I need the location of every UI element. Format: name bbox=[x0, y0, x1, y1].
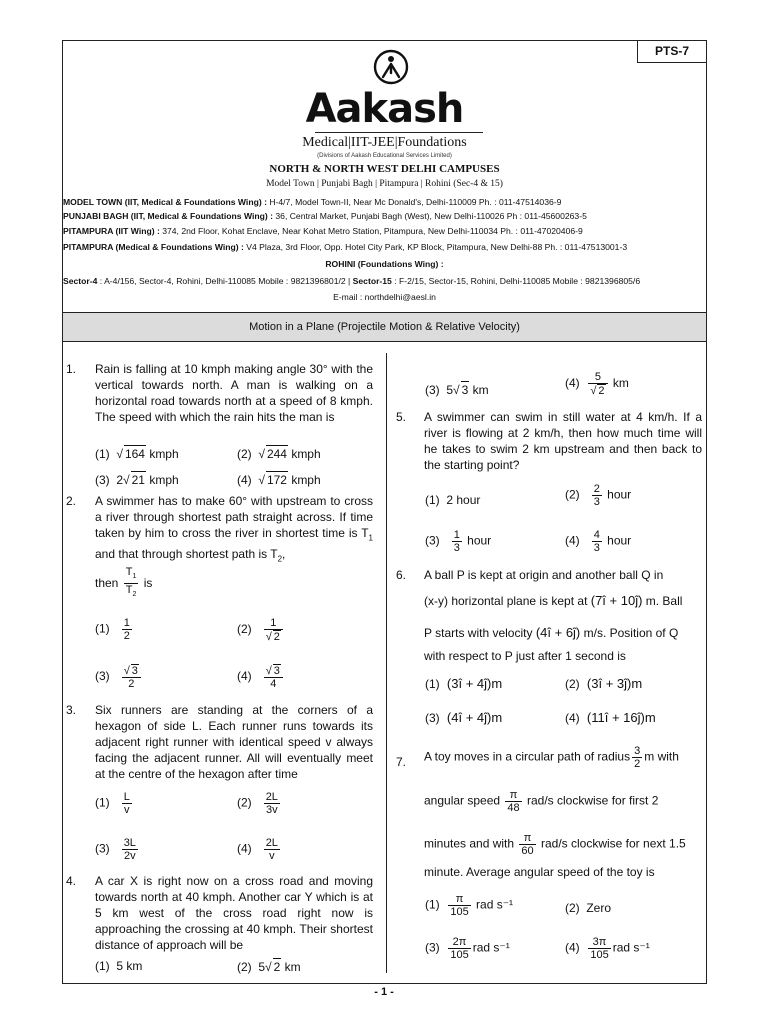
question-text: A swimmer has to make 60° with upstream to cross a river through shortest path straight across. If time taken by him to cross the river in shortest time is $T_1$ and that through shortest path is $T_2$, bbox=[95, 494, 373, 564]
question-number: 2. bbox=[66, 494, 77, 508]
brand-rule bbox=[315, 132, 483, 133]
q6-option-4[interactable]: (4) (11î + 16ĵ)m bbox=[565, 710, 656, 725]
q3-option-4[interactable]: (4) $\frac{2L}{v}$ bbox=[237, 837, 278, 862]
contact-email: E-mail : northdelhi@aesl.in bbox=[333, 292, 436, 302]
q2-option-4[interactable]: (4) $\frac{√ 3}{4}$ bbox=[237, 664, 285, 690]
paper-code-badge: PTS-7 bbox=[637, 41, 706, 63]
page-number: - 1 - bbox=[374, 986, 394, 998]
question-text-line2: angular speed $\frac{\pi}{48}$ rad/s clockwise for first 2 bbox=[424, 789, 659, 814]
address-rohini-sectors: Sector-4 : A-4/156, Sector-4, Rohini, Delhi-110085 Mobile : 9821396801/2 | Sector-15 : F-2/15, Sector-15, Rohini, Delhi-110085 Mobile : 9821396805/6 bbox=[63, 276, 641, 286]
q2-option-1[interactable]: (1) $\frac{1}{2}$ bbox=[95, 617, 130, 642]
question-text-line2: (x-y) horizontal plane is kept at (7î + 10ĵ) m. Ball bbox=[424, 593, 683, 608]
q1-option-4[interactable]: (4) √ 172 kmph bbox=[237, 473, 321, 487]
q7-option-3[interactable]: (3) $\frac{2\pi}{105}$ rad s⁻¹ bbox=[425, 936, 510, 961]
q1-option-3[interactable]: (3) 2√ 21 kmph bbox=[95, 473, 179, 487]
q6-option-3[interactable]: (3) (4î + 4ĵ)m bbox=[425, 710, 503, 725]
q7-option-1[interactable]: (1) $\frac{\pi}{105}$ rad s⁻¹ bbox=[425, 893, 514, 918]
q1-option-1[interactable]: (1) √ 164 kmph bbox=[95, 447, 179, 461]
q2-option-3[interactable]: (3) $\frac{√ 3}{2}$ bbox=[95, 664, 143, 690]
aakash-logo-icon bbox=[373, 49, 409, 89]
topic-banner: Motion in a Plane (Projectile Motion & Relative Velocity) bbox=[63, 312, 706, 342]
q2-option-2[interactable]: (2) $\frac{1}{√ 2}$ bbox=[237, 617, 285, 643]
q4-option-1[interactable]: (1) 5 km bbox=[95, 959, 143, 973]
q5-option-1[interactable]: (1) 2 hour bbox=[425, 493, 481, 507]
address-model-town: MODEL TOWN (IIT, Medical & Foundations Wing) : H-4/7, Model Town-II, Near Mc Donald's, Delhi-110009 Ph. : 011-47514036-9 bbox=[63, 197, 562, 207]
q2-ratio-prompt: then $\frac{T_1}{T_2}$ is bbox=[95, 566, 153, 599]
address-punjabi-bagh: PUNJABI BAGH (IIT, Medical & Foundations Wing) : 36, Central Market, Punjabi Bagh (West), New Delhi-110026 Ph : 011-45600263-5 bbox=[63, 211, 587, 221]
q1-option-2[interactable]: (2) √ 244 kmph bbox=[237, 447, 321, 461]
division-note: (Divisions of Aakash Educational Services Limited) bbox=[317, 153, 452, 159]
brand-name: Aakash bbox=[305, 86, 464, 132]
question-number: 1. bbox=[66, 362, 77, 376]
question-number: 3. bbox=[66, 703, 77, 717]
brand-tagline: Medical|IIT-JEE|Foundations bbox=[302, 135, 467, 150]
q4-option-2[interactable]: (2) 5√ 2 km bbox=[237, 960, 301, 974]
q5-option-2[interactable]: (2) $\frac{2}{3}$ hour bbox=[565, 483, 632, 508]
campus-list: Model Town | Punjabi Bagh | Pitampura | Rohini (Sec-4 & 15) bbox=[266, 179, 503, 189]
address-pitampura-iit: PITAMPURA (IIT Wing) : 374, 2nd Floor, Kohat Enclave, Near Kohat Metro Station, Pitampura, New Delhi-110034 Ph. : 011-47020406-9 bbox=[63, 226, 583, 236]
question-number: 5. bbox=[396, 410, 407, 424]
q7-option-2[interactable]: (2) Zero bbox=[565, 901, 612, 915]
question-text: Rain is falling at 10 kmph making angle 30° with the vertical towards north. A man is walking on a horizontal road towards north at a speed of 8 kmph. The speed with which the rain hits the man is bbox=[95, 362, 373, 424]
question-text: A swimmer can swim in still water at 4 km/h. If a river is flowing at 2 km/h, then how much time will he takes to swim 2 km upstream and then back to the starting point? bbox=[424, 410, 702, 472]
question-number: 4. bbox=[66, 874, 77, 888]
campuses-title: NORTH & NORTH WEST DELHI CAMPUSES bbox=[269, 163, 500, 175]
q3-option-3[interactable]: (3) $\frac{3L}{2v}$ bbox=[95, 837, 136, 862]
question-text: A toy moves in a circular path of radius $\frac{3}{2}$ m with bbox=[424, 745, 679, 770]
column-divider bbox=[386, 353, 387, 973]
question-text: A car X is right now on a cross road and moving towards north at 40 kmph. Another car Y which is at 5 km west of the cross road right now is approaching the crossing at 40 kmph. Their shortest distance of approach will be bbox=[95, 874, 373, 952]
q3-option-1[interactable]: (1) $\frac{L}{v}$ bbox=[95, 791, 130, 816]
question-number: 7. bbox=[396, 755, 407, 769]
question-number: 6. bbox=[396, 568, 407, 582]
address-pitampura-medical: PITAMPURA (Medical & Foundations Wing) : V4 Plaza, 3rd Floor, Opp. Hotel City Park, KP Block, Pitampura, New Delhi-88 Ph. : 011-47513001-3 bbox=[63, 242, 628, 252]
q4-option-3[interactable]: (3) 5√ 3 km bbox=[425, 383, 489, 397]
q7-option-4[interactable]: (4) $\frac{3\pi}{105}$ rad s⁻¹ bbox=[565, 936, 650, 961]
question-text-line3: P starts with velocity (4î + 6ĵ) m/s. Position of Q bbox=[424, 625, 679, 640]
q3-option-2[interactable]: (2) $\frac{2L}{3v}$ bbox=[237, 791, 278, 816]
q6-option-1[interactable]: (1) (3î + 4ĵ)m bbox=[425, 676, 503, 691]
q5-option-4[interactable]: (4) $\frac{4}{3}$ hour bbox=[565, 529, 632, 554]
question-text: A ball P is kept at origin and another ball Q in bbox=[424, 568, 664, 582]
q5-option-3[interactable]: (3) $\frac{1}{3}$ hour bbox=[425, 529, 492, 554]
q4-option-4[interactable]: (4) $\frac{5}{√ 2}$ km bbox=[565, 371, 629, 397]
question-text-line3: minutes and with $\frac{\pi}{60}$ rad/s clockwise for next 1.5 bbox=[424, 832, 686, 857]
question-text: Six runners are standing at the corners of a hexagon of side L. Each runner runs towards its adjacent right runner with identical speed v always facing the adjacent runner. All will eventually meet at the centre of the hexagon after time bbox=[95, 703, 373, 781]
q6-option-2[interactable]: (2) (3î + 3ĵ)m bbox=[565, 676, 643, 691]
rohini-title: ROHINI (Foundations Wing) : bbox=[325, 259, 444, 269]
question-text-line4: minute. Average angular speed of the toy is bbox=[424, 865, 655, 879]
question-text-line4: with respect to P just after 1 second is bbox=[424, 649, 626, 663]
